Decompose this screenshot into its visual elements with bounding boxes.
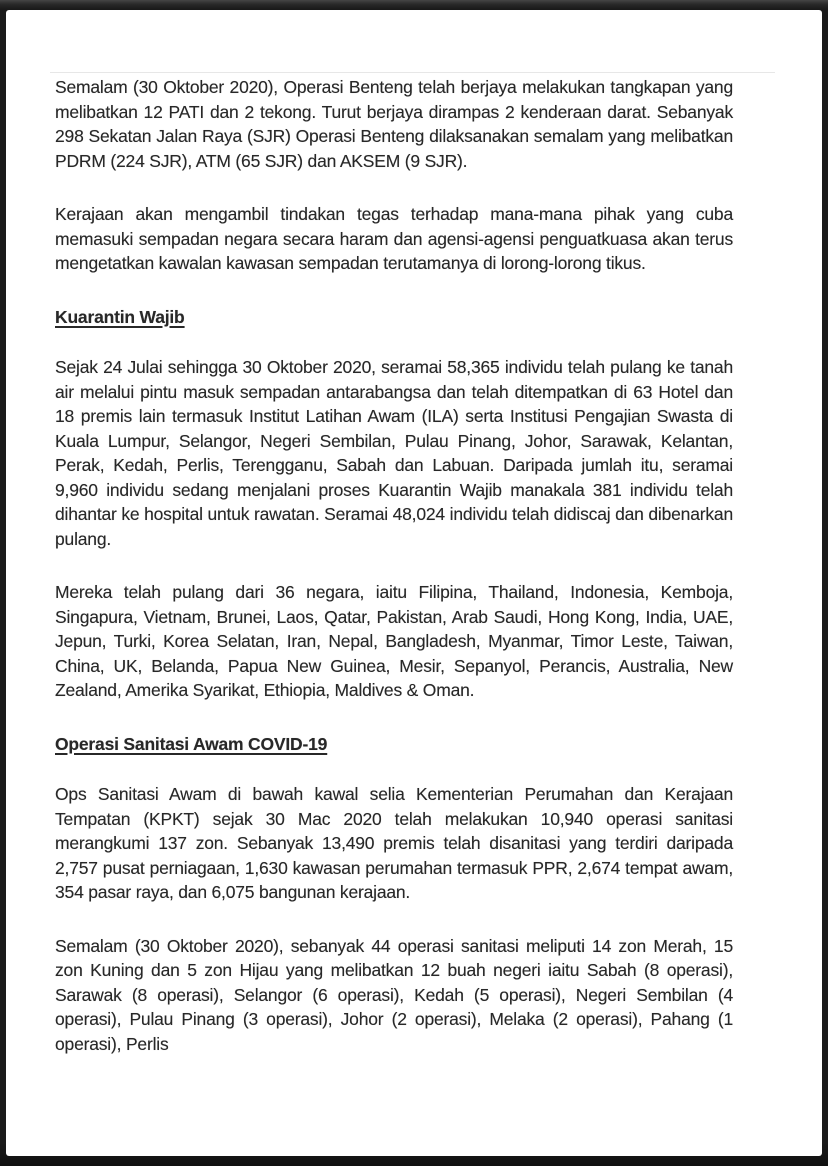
paragraph-operasi-benteng-tangkapan: Semalam (30 Oktober 2020), Operasi Benteng telah berjaya melakukan tangkapan yang melibatkan 12 PATI dan 2 tekong. Turut berjaya dirampas 2 kenderaan darat. Sebanyak 298 Sekatan Jalan Raya (SJR) Operasi Benteng dilaksanakan semalam yang melibatkan PDRM (224 SJR), ATM (65 SJR) dan AKSEM (9 SJR).: [55, 77, 733, 171]
heading-kuarantin-wajib: Kuarantin Wajib: [55, 306, 185, 327]
paragraph-kuarantin-statistik: Sejak 24 Julai sehingga 30 Oktober 2020, seramai 58,365 individu telah pulang ke tanah air melalui pintu masuk sempadan antarabangsa dan telah ditempatkan di 63 Hotel dan 18 premis lain termasuk Institut Latihan Awam (ILA) serta Institusi Pengajian Swasta di Kuala Lumpur, Selangor, Negeri Sembilan, Pulau Pinang, Johor, Sarawak, Kelantan, Perak, Kedah, Perlis, Terengganu, Sabah dan Labuan. Daripada jumlah itu, seramai 9,960 individu sedang menjalani proses Kuarantin Wajib manakala 381 individu telah dihantar ke hospital untuk rawatan. Seramai 48,024 individu telah didiscaj dan dibenarkan pulang.: [55, 357, 733, 549]
heading-operasi-sanitasi-awam: Operasi Sanitasi Awam COVID-19: [55, 733, 328, 754]
section-divider-line: [50, 72, 775, 73]
paragraph-operasi-sanitasi-semalam: Semalam (30 Oktober 2020), sebanyak 44 operasi sanitasi meliputi 14 zon Merah, 15 zon Kuning dan 5 zon Hijau yang melibatkan 12 buah negeri iaitu Sabah (8 operasi), Sarawak (8 operasi), Selangor (6 operasi), Kedah (5 operasi), Negeri Sembilan (4 operasi), Pulau Pinang (3 operasi), Johor (2 operasi), Melaka (2 operasi), Pahang (1 operasi), Perlis: [55, 935, 733, 1054]
paragraph-kerajaan-tindakan-tegas: Kerajaan akan mengambil tindakan tegas terhadap mana-mana pihak yang cuba memasuki sempadan negara secara haram dan agensi-agensi penguatkuasa akan terus mengetatkan kawalan kawasan sempadan terutamanya di lorong-lorong tikus.: [55, 204, 733, 273]
paragraph-senarai-negara: Mereka telah pulang dari 36 negara, iaitu Filipina, Thailand, Indonesia, Kemboja, Singapura, Vietnam, Brunei, Laos, Qatar, Pakistan, Arab Saudi, Hong Kong, India, UAE, Jepun, Turki, Korea Selatan, Iran, Nepal, Bangladesh, Myanmar, Timor Leste, Taiwan, China, UK, Belanda, Papua New Guinea, Mesir, Sepanyol, Perancis, Australia, New Zealand, Amerika Syarikat, Ethiopia, Maldives & Oman.: [55, 582, 733, 700]
document-body: [55, 75, 733, 1056]
paragraph-ops-sanitasi-kpkt: Ops Sanitasi Awam di bawah kawal selia Kementerian Perumahan dan Kerajaan Tempatan (KPKT) sejak 30 Mac 2020 telah melakukan 10,940 operasi sanitasi merangkumi 137 zon. Sebanyak 13,490 premis telah disanitasi yang terdiri daripada 2,757 pusat perniagaan, 1,630 kawasan perumahan termasuk PPR, 2,674 tempat awam, 354 pasar raya, dan 6,075 bangunan kerajaan.: [55, 784, 733, 902]
document-page: [6, 10, 822, 1156]
